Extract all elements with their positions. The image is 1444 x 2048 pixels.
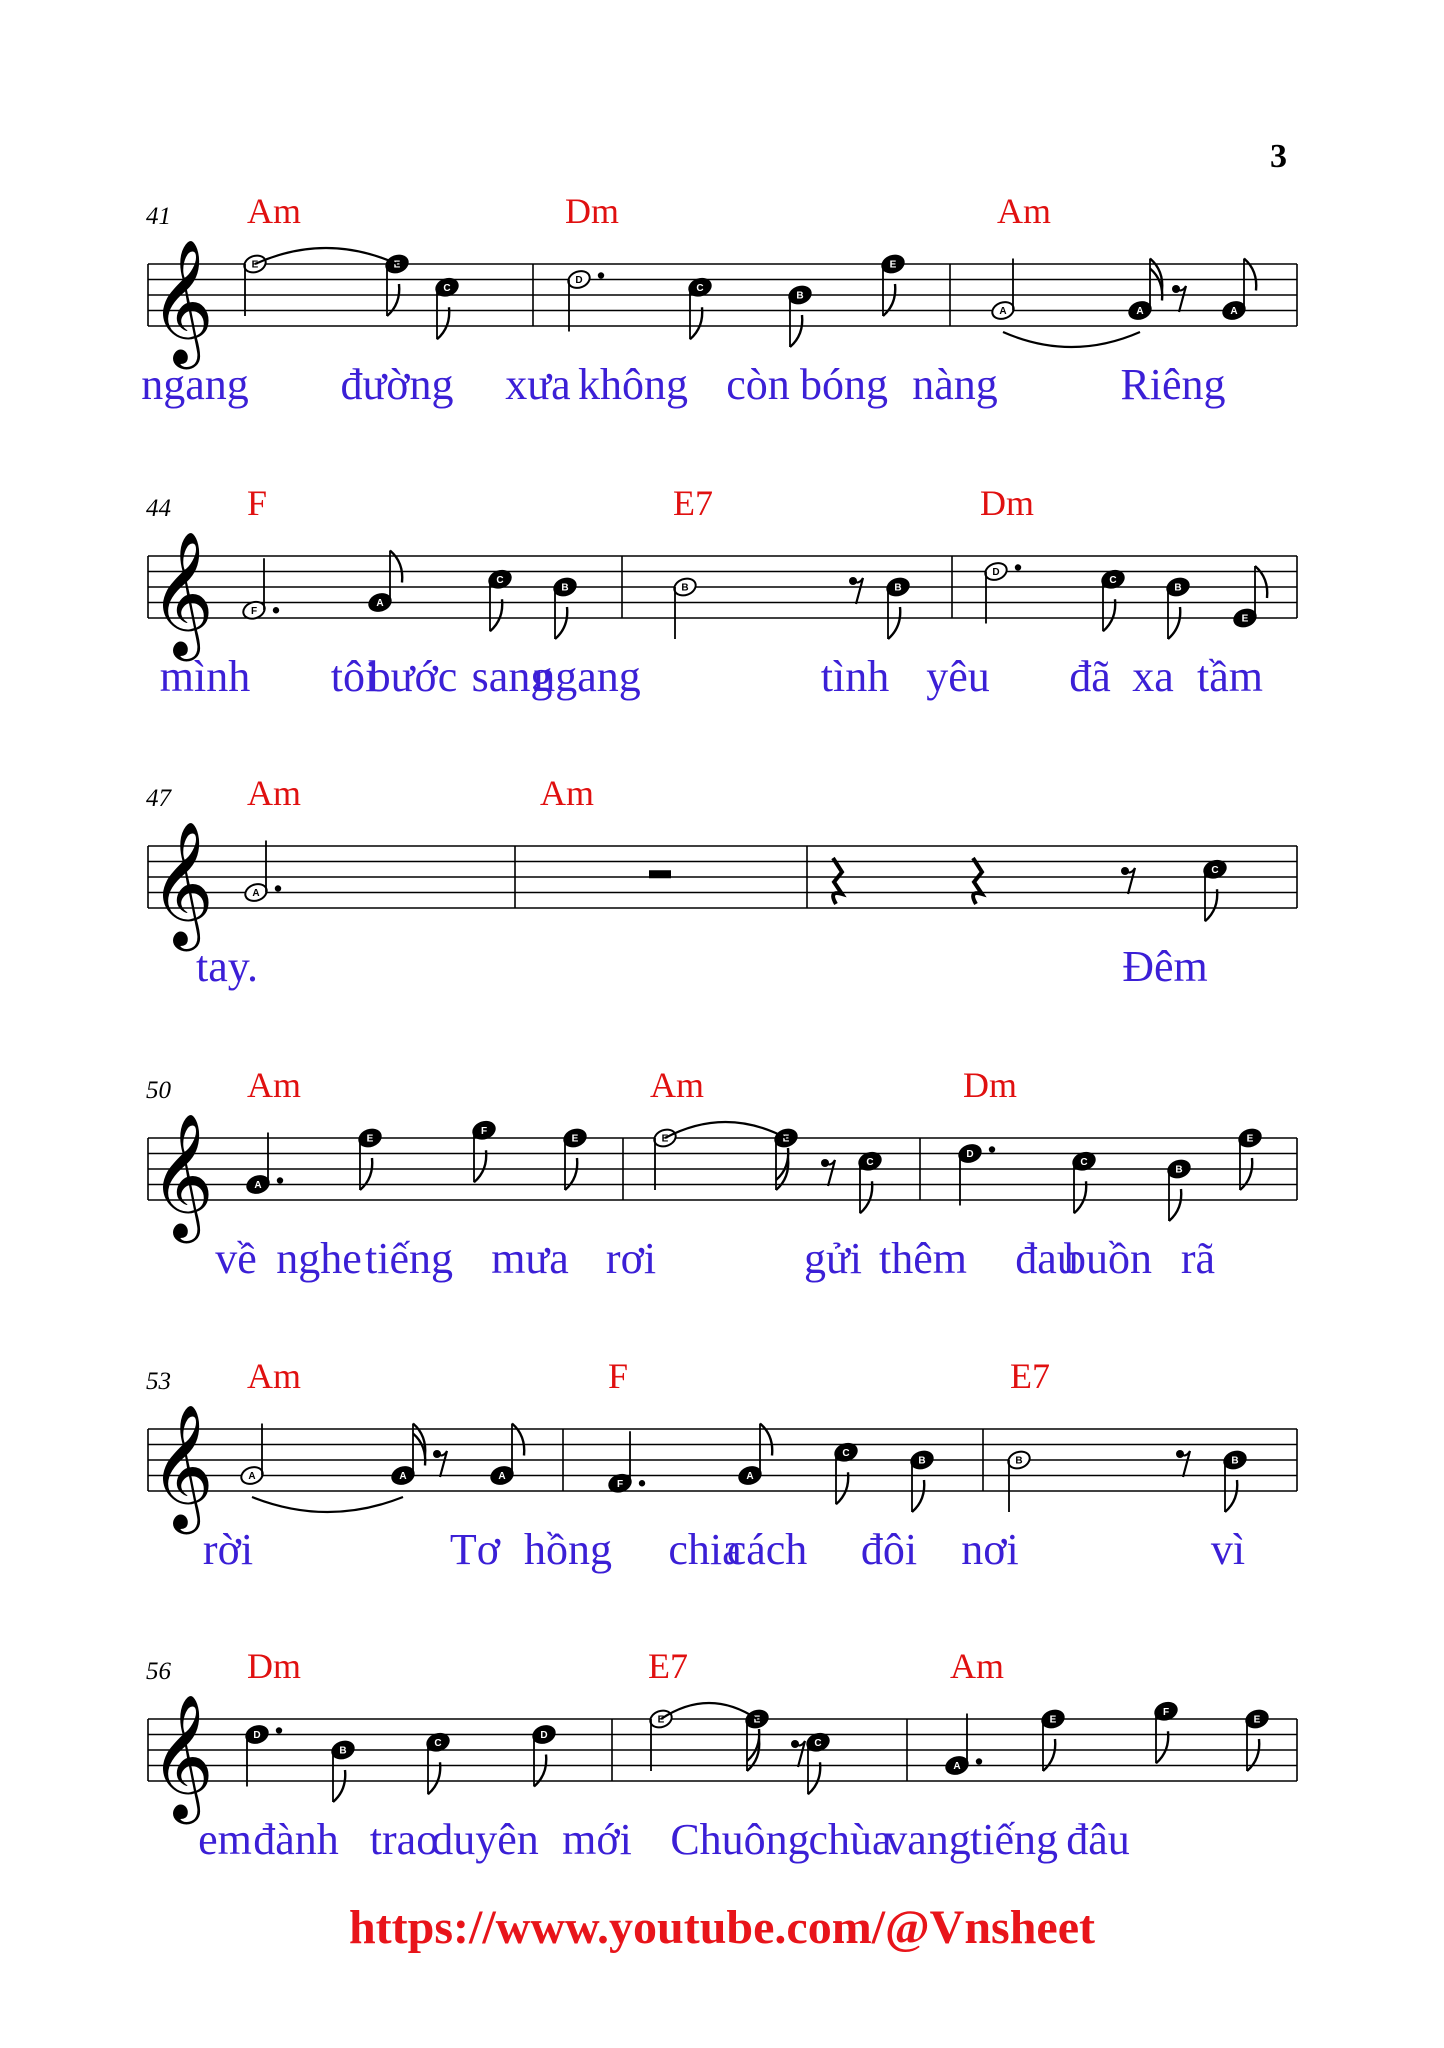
treble-clef-icon: 𝄞 bbox=[150, 821, 214, 946]
note bbox=[773, 1127, 799, 1190]
note bbox=[330, 1739, 356, 1802]
note bbox=[687, 276, 713, 339]
note-letter: B bbox=[796, 290, 804, 302]
lyric-word: Chuông bbox=[670, 1815, 810, 1864]
lyric-word: còn bbox=[726, 360, 790, 409]
note-letter: B bbox=[894, 582, 902, 594]
note bbox=[1202, 858, 1228, 921]
lyric-word: ngang bbox=[533, 652, 641, 701]
note-flag bbox=[474, 1150, 486, 1182]
augmentation-dot bbox=[276, 1727, 282, 1733]
note-letter: A bbox=[252, 888, 260, 899]
note-letter: A bbox=[746, 1471, 754, 1482]
note-flag bbox=[690, 307, 702, 339]
lyric-word: yêu bbox=[926, 652, 990, 701]
augmentation-dot bbox=[273, 607, 279, 613]
eighth-rest-icon bbox=[795, 1741, 805, 1767]
note-letter: D bbox=[575, 275, 583, 286]
lyric-word: mới bbox=[562, 1815, 632, 1864]
lyric-word: Riêng bbox=[1120, 360, 1226, 409]
note bbox=[384, 253, 410, 316]
lyric-word: mưa bbox=[491, 1234, 569, 1283]
lyric-word: đành bbox=[253, 1815, 339, 1864]
note-letter: F bbox=[616, 1478, 624, 1490]
augmentation-dot bbox=[639, 1480, 645, 1486]
note bbox=[245, 1133, 283, 1196]
lyric-word: em bbox=[198, 1815, 252, 1864]
note bbox=[983, 560, 1021, 623]
note-letter: A bbox=[1230, 306, 1238, 317]
lyric-word: tay. bbox=[196, 942, 258, 991]
note-flag bbox=[490, 599, 502, 631]
note-flag bbox=[333, 1770, 345, 1802]
lyric-word: bước bbox=[368, 652, 458, 701]
note-letter: B bbox=[1174, 582, 1182, 594]
lyric-word: tiếng bbox=[365, 1234, 453, 1283]
note bbox=[1221, 259, 1256, 322]
chord-symbol: Am bbox=[950, 1646, 1004, 1686]
note-letter: F bbox=[250, 605, 258, 617]
note-flag bbox=[888, 607, 900, 639]
note-letter: E bbox=[1253, 1714, 1261, 1726]
lyric-word: tôi bbox=[330, 652, 378, 701]
note-letter: E bbox=[393, 259, 401, 271]
note bbox=[244, 1723, 282, 1786]
lyric-word: hồng bbox=[524, 1525, 612, 1574]
measure-number: 56 bbox=[146, 1658, 171, 1685]
staff-system-3 bbox=[146, 773, 1297, 991]
tie bbox=[255, 248, 397, 264]
note-letter: C bbox=[696, 282, 704, 294]
measure-number: 47 bbox=[146, 785, 171, 812]
note bbox=[243, 841, 281, 904]
note-letter: B bbox=[1015, 1455, 1023, 1467]
note bbox=[787, 284, 813, 347]
note bbox=[909, 1449, 935, 1512]
eighth-rest-icon bbox=[853, 578, 863, 604]
measure-number: 50 bbox=[146, 1077, 171, 1104]
note-letter: C bbox=[1211, 864, 1219, 876]
lyric-word: chia bbox=[668, 1525, 742, 1574]
lyric-word: xưa bbox=[505, 360, 571, 409]
note bbox=[1165, 576, 1191, 639]
note-flag bbox=[1103, 599, 1115, 631]
note bbox=[1222, 1449, 1248, 1512]
chord-symbol: Am bbox=[247, 773, 301, 813]
note-flag bbox=[836, 1472, 848, 1504]
note bbox=[648, 1708, 674, 1771]
lyric-word: đau bbox=[1015, 1234, 1079, 1283]
note bbox=[487, 568, 513, 631]
augmentation-dot bbox=[1015, 564, 1021, 570]
note bbox=[1071, 1150, 1097, 1213]
note-flag bbox=[1074, 1181, 1086, 1213]
note-flag bbox=[790, 315, 802, 347]
eighth-rest-icon bbox=[825, 1160, 835, 1186]
note-flag bbox=[808, 1762, 820, 1794]
lyric-word: xa bbox=[1132, 652, 1174, 701]
staff-system-1 bbox=[141, 191, 1297, 409]
chord-symbol: F bbox=[608, 1356, 629, 1396]
treble-clef-icon: 𝄞 bbox=[150, 531, 214, 656]
note-flag bbox=[555, 607, 567, 639]
note-flag bbox=[883, 284, 895, 316]
note-letter: E bbox=[366, 1133, 374, 1145]
note-letter: B bbox=[339, 1745, 347, 1757]
quarter-rest-icon bbox=[973, 858, 982, 904]
lyric-word: thêm bbox=[879, 1234, 967, 1283]
note-letter: A bbox=[376, 598, 384, 609]
note bbox=[434, 276, 460, 339]
note-letter: C bbox=[1080, 1156, 1088, 1168]
note-letter: F bbox=[1162, 1706, 1170, 1718]
note-letter: E bbox=[1241, 613, 1249, 625]
note-letter: D bbox=[992, 567, 1000, 578]
whole-rest-icon bbox=[649, 870, 671, 878]
tie bbox=[661, 1703, 757, 1719]
note bbox=[1166, 1158, 1192, 1221]
lyric-word: mình bbox=[159, 652, 251, 701]
lyric-word: đường bbox=[340, 360, 454, 409]
augmentation-dot bbox=[598, 272, 604, 278]
chord-symbol: Dm bbox=[565, 191, 619, 231]
note bbox=[1040, 1708, 1066, 1771]
staff-system-5 bbox=[146, 1356, 1297, 1574]
measure-number: 53 bbox=[146, 1368, 171, 1395]
augmentation-dot bbox=[277, 1177, 283, 1183]
chord-symbol: F bbox=[247, 483, 268, 523]
note-flag bbox=[1205, 889, 1217, 921]
chord-symbol: Dm bbox=[963, 1065, 1017, 1105]
note bbox=[607, 1431, 645, 1494]
chord-symbol: Am bbox=[540, 773, 594, 813]
note-letter: E bbox=[571, 1133, 579, 1145]
eighth-rest-icon bbox=[1125, 868, 1135, 894]
quarter-rest-icon bbox=[833, 858, 842, 904]
note bbox=[357, 1127, 383, 1190]
chord-symbol: E7 bbox=[673, 483, 713, 523]
note bbox=[880, 253, 906, 316]
eighth-rest-icon bbox=[1176, 286, 1186, 312]
lyric-word: rời bbox=[202, 1525, 254, 1574]
note-letter: B bbox=[561, 582, 569, 594]
lyric-word: tiếng bbox=[970, 1815, 1058, 1864]
note bbox=[425, 1731, 451, 1794]
note bbox=[1244, 1708, 1270, 1771]
note bbox=[1006, 1449, 1032, 1512]
note-flag bbox=[1168, 607, 1180, 639]
note bbox=[737, 1424, 772, 1487]
note-letter: C bbox=[434, 1737, 442, 1749]
note-letter: C bbox=[1109, 574, 1117, 586]
lyric-word: tình bbox=[820, 652, 890, 701]
note-letter: E bbox=[657, 1714, 665, 1726]
lyric-word: trao bbox=[369, 1815, 439, 1864]
lyric-word: buồn bbox=[1064, 1234, 1152, 1283]
staff-system-4 bbox=[146, 1065, 1297, 1283]
chord-symbol: Am bbox=[247, 1065, 301, 1105]
chord-symbol: Am bbox=[247, 191, 301, 231]
lyric-word: ngang bbox=[141, 360, 249, 409]
note bbox=[471, 1119, 497, 1182]
staff-system-2 bbox=[146, 483, 1297, 701]
note bbox=[652, 1127, 678, 1190]
lyric-word: đâu bbox=[1066, 1815, 1130, 1864]
lyric-word: tầm bbox=[1197, 652, 1263, 701]
lyric-word: sang bbox=[471, 652, 553, 701]
lyric-word: Đêm bbox=[1122, 942, 1208, 991]
lyric-word: rã bbox=[1180, 1234, 1216, 1283]
youtube-channel-link[interactable]: https://www.youtube.com/@Vnsheet bbox=[348, 1901, 1095, 1954]
note bbox=[531, 1723, 557, 1786]
lyric-word: gửi bbox=[803, 1234, 863, 1283]
lyric-word: vì bbox=[1210, 1525, 1246, 1574]
augmentation-dot bbox=[989, 1146, 995, 1152]
eighth-rest-icon bbox=[437, 1451, 447, 1477]
lyric-word: Tơ bbox=[449, 1525, 501, 1574]
note bbox=[1127, 259, 1162, 322]
note-letter: C bbox=[814, 1737, 822, 1749]
chord-symbol: Am bbox=[650, 1065, 704, 1105]
lyric-word: nàng bbox=[912, 360, 998, 409]
note bbox=[239, 1424, 265, 1487]
treble-clef-icon: 𝄞 bbox=[150, 239, 214, 364]
measure-number: 44 bbox=[146, 495, 171, 522]
tie bbox=[665, 1122, 786, 1138]
note-letter: A bbox=[999, 306, 1007, 317]
note-letter: C bbox=[866, 1156, 874, 1168]
treble-clef-icon: 𝄞 bbox=[150, 1404, 214, 1529]
note bbox=[242, 253, 268, 316]
tie bbox=[1003, 332, 1140, 347]
note-letter: C bbox=[496, 574, 504, 586]
lyric-word: nghe bbox=[276, 1234, 362, 1283]
note-letter: C bbox=[842, 1447, 850, 1459]
eighth-rest-icon bbox=[1180, 1451, 1190, 1477]
note-letter: B bbox=[681, 582, 689, 594]
note-flag bbox=[437, 307, 449, 339]
note-letter: A bbox=[399, 1471, 407, 1482]
chord-symbol: Am bbox=[997, 191, 1051, 231]
note-letter: E bbox=[889, 259, 897, 271]
note-letter: E bbox=[753, 1714, 761, 1726]
note bbox=[833, 1441, 859, 1504]
lyric-word: về bbox=[215, 1234, 257, 1283]
treble-clef-icon: 𝄞 bbox=[150, 1694, 214, 1819]
note bbox=[744, 1708, 770, 1771]
chord-symbol: Am bbox=[247, 1356, 301, 1396]
note-flag bbox=[1156, 1731, 1168, 1763]
note bbox=[672, 576, 698, 639]
note-letter: B bbox=[1231, 1455, 1239, 1467]
note bbox=[885, 576, 911, 639]
note-flag bbox=[912, 1480, 924, 1512]
note-letter: E bbox=[251, 259, 259, 271]
note-letter: E bbox=[782, 1133, 790, 1145]
note-flag bbox=[1169, 1189, 1181, 1221]
note-letter: A bbox=[953, 1761, 961, 1772]
page-number: 3 bbox=[1270, 138, 1287, 175]
note bbox=[857, 1150, 883, 1213]
lyric-word: duyên bbox=[431, 1815, 539, 1864]
tie bbox=[252, 1497, 403, 1512]
note bbox=[957, 1142, 995, 1205]
note-flag bbox=[387, 284, 399, 316]
note bbox=[489, 1424, 524, 1487]
note-letter: A bbox=[248, 1471, 256, 1482]
note bbox=[990, 259, 1016, 322]
note-flag bbox=[860, 1181, 872, 1213]
note-letter: B bbox=[918, 1455, 926, 1467]
note bbox=[1153, 1700, 1179, 1763]
chord-symbol: E7 bbox=[648, 1646, 688, 1686]
note-letter: A bbox=[254, 1180, 262, 1191]
note-flag bbox=[1225, 1480, 1237, 1512]
chord-symbol: E7 bbox=[1010, 1356, 1050, 1396]
note bbox=[562, 1127, 588, 1190]
note bbox=[552, 576, 578, 639]
measure-number: 41 bbox=[146, 203, 171, 230]
note-letter: F bbox=[480, 1125, 488, 1137]
note bbox=[241, 558, 279, 621]
treble-clef-icon: 𝄞 bbox=[150, 1113, 214, 1238]
note bbox=[1232, 566, 1267, 629]
note bbox=[390, 1424, 425, 1487]
note bbox=[805, 1731, 831, 1794]
note-letter: D bbox=[540, 1730, 548, 1741]
note-flag bbox=[428, 1762, 440, 1794]
lyric-word: không bbox=[578, 360, 688, 409]
augmentation-dot bbox=[976, 1758, 982, 1764]
lyric-word: chùa bbox=[808, 1815, 892, 1864]
note-letter: E bbox=[1049, 1714, 1057, 1726]
lyric-word: đã bbox=[1069, 652, 1111, 701]
note-letter: D bbox=[966, 1149, 974, 1160]
note-letter: A bbox=[498, 1471, 506, 1482]
lyric-word: cách bbox=[726, 1525, 808, 1574]
note bbox=[566, 268, 604, 331]
note bbox=[367, 551, 402, 614]
note-letter: B bbox=[1175, 1164, 1183, 1176]
note-letter: E bbox=[661, 1133, 669, 1145]
note-letter: A bbox=[1136, 306, 1144, 317]
chord-symbol: Dm bbox=[980, 483, 1034, 523]
lyric-word: vang bbox=[885, 1815, 971, 1864]
lyric-word: nơi bbox=[961, 1525, 1019, 1574]
chord-symbol: Dm bbox=[247, 1646, 301, 1686]
staff-system-6 bbox=[146, 1646, 1297, 1864]
note bbox=[944, 1714, 982, 1777]
note-letter: E bbox=[1246, 1133, 1254, 1145]
lyric-word: rơi bbox=[605, 1234, 657, 1283]
lyric-word: đôi bbox=[860, 1525, 918, 1574]
note bbox=[1237, 1127, 1263, 1190]
note bbox=[1100, 568, 1126, 631]
note-letter: D bbox=[253, 1730, 261, 1741]
note-letter: C bbox=[443, 282, 451, 294]
lyric-word: bóng bbox=[800, 360, 888, 409]
augmentation-dot bbox=[275, 885, 281, 891]
